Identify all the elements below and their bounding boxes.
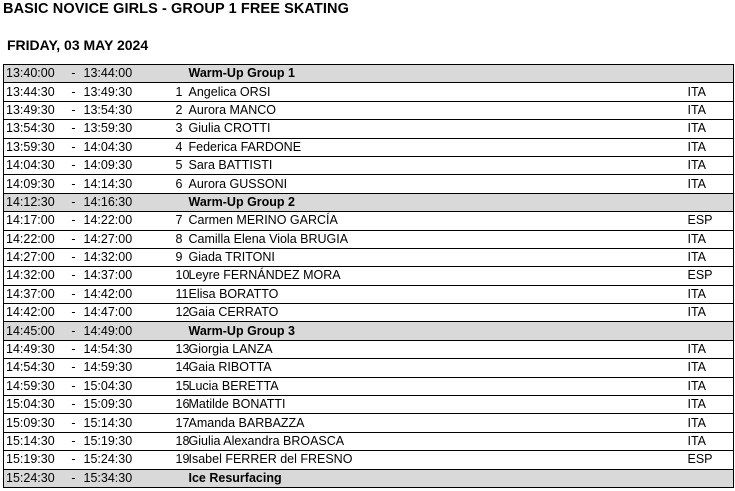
empty-cell [686, 65, 734, 83]
start-time: 14:04:30 [4, 156, 64, 174]
end-time: 14:59:30 [84, 359, 176, 377]
nation-code: ITA [686, 230, 734, 248]
skater-row [4, 285, 734, 303]
skater-name: Lucia BERETTA [186, 377, 686, 395]
time-separator: - [64, 101, 84, 119]
nation-code: ITA [686, 138, 734, 156]
skater-row [4, 359, 734, 377]
skater-name: Elisa BORATTO [186, 285, 686, 303]
start-number: 5 [176, 156, 186, 174]
end-time: 14:14:30 [84, 175, 176, 193]
skater-row [4, 267, 734, 285]
skater-name: Leyre FERNÁNDEZ MORA [186, 267, 686, 285]
skater-row [4, 83, 734, 101]
time-separator: - [64, 285, 84, 303]
time-separator: - [64, 396, 84, 414]
time-separator: - [64, 138, 84, 156]
skater-row [4, 396, 734, 414]
nation-code: ITA [686, 285, 734, 303]
start-time: 14:59:30 [4, 377, 64, 395]
empty-cell [686, 322, 734, 340]
start-time: 14:37:00 [4, 285, 64, 303]
skater-name: Carmen MERINO GARCÍA [186, 212, 686, 230]
skater-name: Camilla Elena Viola BRUGIA [186, 230, 686, 248]
end-time: 14:09:30 [84, 156, 176, 174]
skater-name: Giorgia LANZA [186, 340, 686, 358]
nation-code: ITA [686, 120, 734, 138]
time-separator: - [64, 212, 84, 230]
nation-code: ESP [686, 212, 734, 230]
time-separator: - [64, 83, 84, 101]
end-time: 15:09:30 [84, 396, 176, 414]
warmup-label: Warm-Up Group 3 [186, 322, 686, 340]
start-time: 14:54:30 [4, 359, 64, 377]
skater-row [4, 304, 734, 322]
end-time: 15:34:30 [84, 469, 176, 487]
warmup-row [4, 193, 734, 211]
end-time: 15:19:30 [84, 432, 176, 450]
nation-code: ESP [686, 451, 734, 469]
start-time: 14:27:00 [4, 248, 64, 266]
nation-code: ITA [686, 156, 734, 174]
warmup-row [4, 322, 734, 340]
time-separator: - [64, 267, 84, 285]
warmup-label: Warm-Up Group 1 [186, 65, 686, 83]
time-separator: - [64, 414, 84, 432]
skater-name: Isabel FERRER del FRESNO [186, 451, 686, 469]
skater-name: Giada TRITONI [186, 248, 686, 266]
empty-cell [176, 322, 186, 340]
end-time: 14:27:00 [84, 230, 176, 248]
start-time: 14:12:30 [4, 193, 64, 211]
skater-name: Aurora GUSSONI [186, 175, 686, 193]
start-number: 15 [176, 377, 186, 395]
skater-name: Giulia Alexandra BROASCA [186, 432, 686, 450]
skater-name: Aurora MANCO [186, 101, 686, 119]
time-separator: - [64, 65, 84, 83]
end-time: 14:16:30 [84, 193, 176, 211]
nation-code: ITA [686, 359, 734, 377]
empty-cell [686, 469, 734, 487]
warmup-row [4, 65, 734, 83]
start-time: 13:40:00 [4, 65, 64, 83]
start-time: 14:45:00 [4, 322, 64, 340]
time-separator: - [64, 230, 84, 248]
start-time: 14:49:30 [4, 340, 64, 358]
time-separator: - [64, 120, 84, 138]
start-number: 9 [176, 248, 186, 266]
start-number: 4 [176, 138, 186, 156]
skater-name: Sara BATTISTI [186, 156, 686, 174]
start-time: 14:22:00 [4, 230, 64, 248]
start-number: 11 [176, 285, 186, 303]
nation-code: ESP [686, 267, 734, 285]
end-time: 13:44:00 [84, 65, 176, 83]
schedule-date: FRIDAY, 03 MAY 2024 [7, 37, 149, 53]
skater-name: Giulia CROTTI [186, 120, 686, 138]
end-time: 13:54:30 [84, 101, 176, 119]
start-time: 14:17:00 [4, 212, 64, 230]
time-separator: - [64, 377, 84, 395]
start-time: 13:54:30 [4, 120, 64, 138]
start-time: 13:44:30 [4, 83, 64, 101]
end-time: 14:49:00 [84, 322, 176, 340]
start-time: 15:24:30 [4, 469, 64, 487]
skater-row [4, 101, 734, 119]
start-number: 18 [176, 432, 186, 450]
end-time: 14:37:00 [84, 267, 176, 285]
warmup-label: Warm-Up Group 2 [186, 193, 686, 211]
skater-row [4, 120, 734, 138]
start-number: 17 [176, 414, 186, 432]
skater-name: Gaia CERRATO [186, 304, 686, 322]
time-separator: - [64, 322, 84, 340]
time-separator: - [64, 451, 84, 469]
nation-code: ITA [686, 432, 734, 450]
nation-code: ITA [686, 83, 734, 101]
skater-name: Angelica ORSI [186, 83, 686, 101]
skater-row [4, 175, 734, 193]
skater-name: Matilde BONATTI [186, 396, 686, 414]
start-number: 7 [176, 212, 186, 230]
schedule-body [4, 65, 734, 488]
start-time: 15:19:30 [4, 451, 64, 469]
skater-row [4, 138, 734, 156]
skater-name: Amanda BARBAZZA [186, 414, 686, 432]
nation-code: ITA [686, 175, 734, 193]
skater-row [4, 230, 734, 248]
skater-name: Gaia RIBOTTA [186, 359, 686, 377]
skater-row [4, 432, 734, 450]
start-number: 1 [176, 83, 186, 101]
end-time: 14:54:30 [84, 340, 176, 358]
start-time: 15:14:30 [4, 432, 64, 450]
start-time: 15:04:30 [4, 396, 64, 414]
time-separator: - [64, 175, 84, 193]
start-number: 8 [176, 230, 186, 248]
end-time: 14:47:00 [84, 304, 176, 322]
skater-row [4, 377, 734, 395]
empty-cell [176, 193, 186, 211]
skater-row [4, 414, 734, 432]
warmup-label: Ice Resurfacing [186, 469, 686, 487]
skater-row [4, 451, 734, 469]
schedule-table [3, 64, 734, 488]
time-separator: - [64, 193, 84, 211]
skater-name: Federica FARDONE [186, 138, 686, 156]
time-separator: - [64, 248, 84, 266]
time-separator: - [64, 469, 84, 487]
empty-cell [686, 193, 734, 211]
start-time: 14:09:30 [4, 175, 64, 193]
time-separator: - [64, 359, 84, 377]
time-separator: - [64, 340, 84, 358]
end-time: 15:14:30 [84, 414, 176, 432]
start-number: 16 [176, 396, 186, 414]
nation-code: ITA [686, 340, 734, 358]
end-time: 14:32:00 [84, 248, 176, 266]
start-number: 2 [176, 101, 186, 119]
start-number: 3 [176, 120, 186, 138]
start-time: 13:49:30 [4, 101, 64, 119]
skater-row [4, 340, 734, 358]
start-time: 14:32:00 [4, 267, 64, 285]
nation-code: ITA [686, 414, 734, 432]
start-number: 12 [176, 304, 186, 322]
end-time: 13:59:30 [84, 120, 176, 138]
nation-code: ITA [686, 248, 734, 266]
start-time: 13:59:30 [4, 138, 64, 156]
start-number: 19 [176, 451, 186, 469]
end-time: 15:24:30 [84, 451, 176, 469]
time-separator: - [64, 156, 84, 174]
skater-row [4, 156, 734, 174]
start-number: 13 [176, 340, 186, 358]
end-time: 14:42:00 [84, 285, 176, 303]
skater-row [4, 248, 734, 266]
page-title: BASIC NOVICE GIRLS - GROUP 1 FREE SKATING [3, 1, 349, 17]
skater-row [4, 212, 734, 230]
end-time: 14:22:00 [84, 212, 176, 230]
nation-code: ITA [686, 304, 734, 322]
nation-code: ITA [686, 377, 734, 395]
start-time: 14:42:00 [4, 304, 64, 322]
time-separator: - [64, 304, 84, 322]
start-number: 6 [176, 175, 186, 193]
start-time: 15:09:30 [4, 414, 64, 432]
end-time: 13:49:30 [84, 83, 176, 101]
empty-cell [176, 469, 186, 487]
empty-cell [176, 65, 186, 83]
warmup-row [4, 469, 734, 487]
time-separator: - [64, 432, 84, 450]
start-number: 14 [176, 359, 186, 377]
nation-code: ITA [686, 396, 734, 414]
end-time: 15:04:30 [84, 377, 176, 395]
end-time: 14:04:30 [84, 138, 176, 156]
start-number: 10 [176, 267, 186, 285]
nation-code: ITA [686, 101, 734, 119]
